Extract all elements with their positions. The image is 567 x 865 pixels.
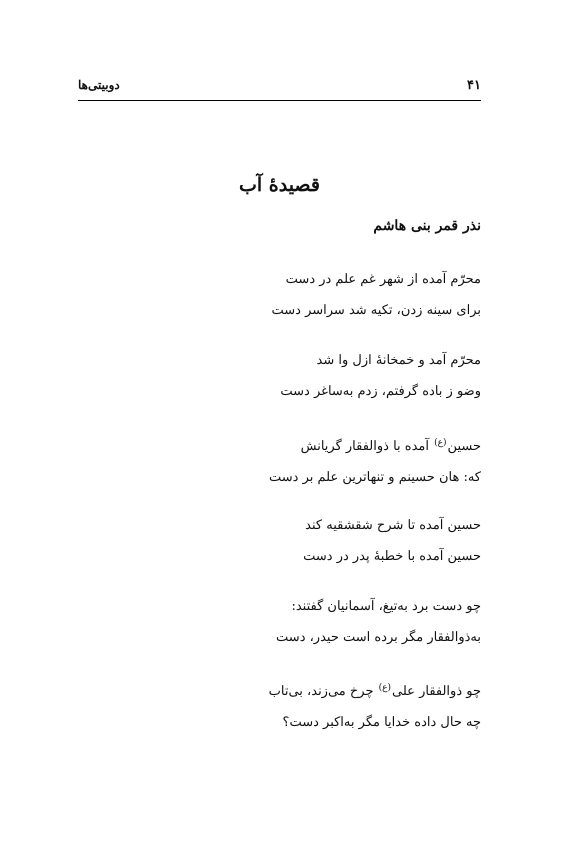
verse-line: به‌ذوالفقار مگر برده است حیدر، دست: [276, 630, 481, 645]
stanza-2: [280, 345, 481, 407]
verse-line: چه حال داده خدایا مگر به‌اکبر دست؟: [282, 715, 481, 730]
honorific-superscript: (ع): [378, 683, 392, 693]
stanza-3: [269, 428, 481, 493]
verse-line: محرّم آمد و خمخانهٔ ازل وا شد: [316, 353, 481, 368]
stanza-6: [269, 673, 481, 738]
verse-fragment: آمده با ذوالفقار گریانش: [300, 439, 429, 454]
page-number: ۴۱: [467, 78, 481, 93]
poem-title: قصیدهٔ آب: [238, 174, 320, 196]
verse-fragment: چرخ می‌زند، بی‌تاب: [268, 684, 374, 699]
honorific-superscript: (ع): [434, 438, 447, 448]
verse-line: [269, 673, 481, 707]
verse-line: محرّم آمده از شهر غم علم در دست: [285, 272, 481, 287]
verse-fragment: چو ذوالفقار علی: [392, 684, 481, 699]
verse-line: حسین آمده با خطبهٔ پدر در دست: [303, 549, 481, 564]
header-divider: [78, 100, 481, 101]
verse-line: وضو ز باده گرفتم، زدم به‌ساغر دست: [280, 384, 481, 399]
poem-subtitle: نذر قمر بنی هاشم: [373, 218, 481, 234]
verse-fragment: حسین: [447, 439, 481, 454]
verse-line: چو دست برد به‌تیغ، آسمانیان گفتند:: [291, 599, 481, 614]
stanza-4: [303, 510, 481, 572]
running-header-title: دوبیتی‌ها: [78, 78, 120, 92]
stanza-5: [276, 591, 481, 653]
verse-line: که: هان حسینم و تنهاترین علم بر دست: [269, 470, 481, 485]
stanza-1: [272, 264, 482, 326]
verse-line: حسین آمده تا شرح شقشقیه کند: [305, 518, 481, 533]
verse-line: برای سینه زدن، تکیه شد سراسر دست: [271, 303, 481, 318]
verse-line: [269, 428, 481, 462]
